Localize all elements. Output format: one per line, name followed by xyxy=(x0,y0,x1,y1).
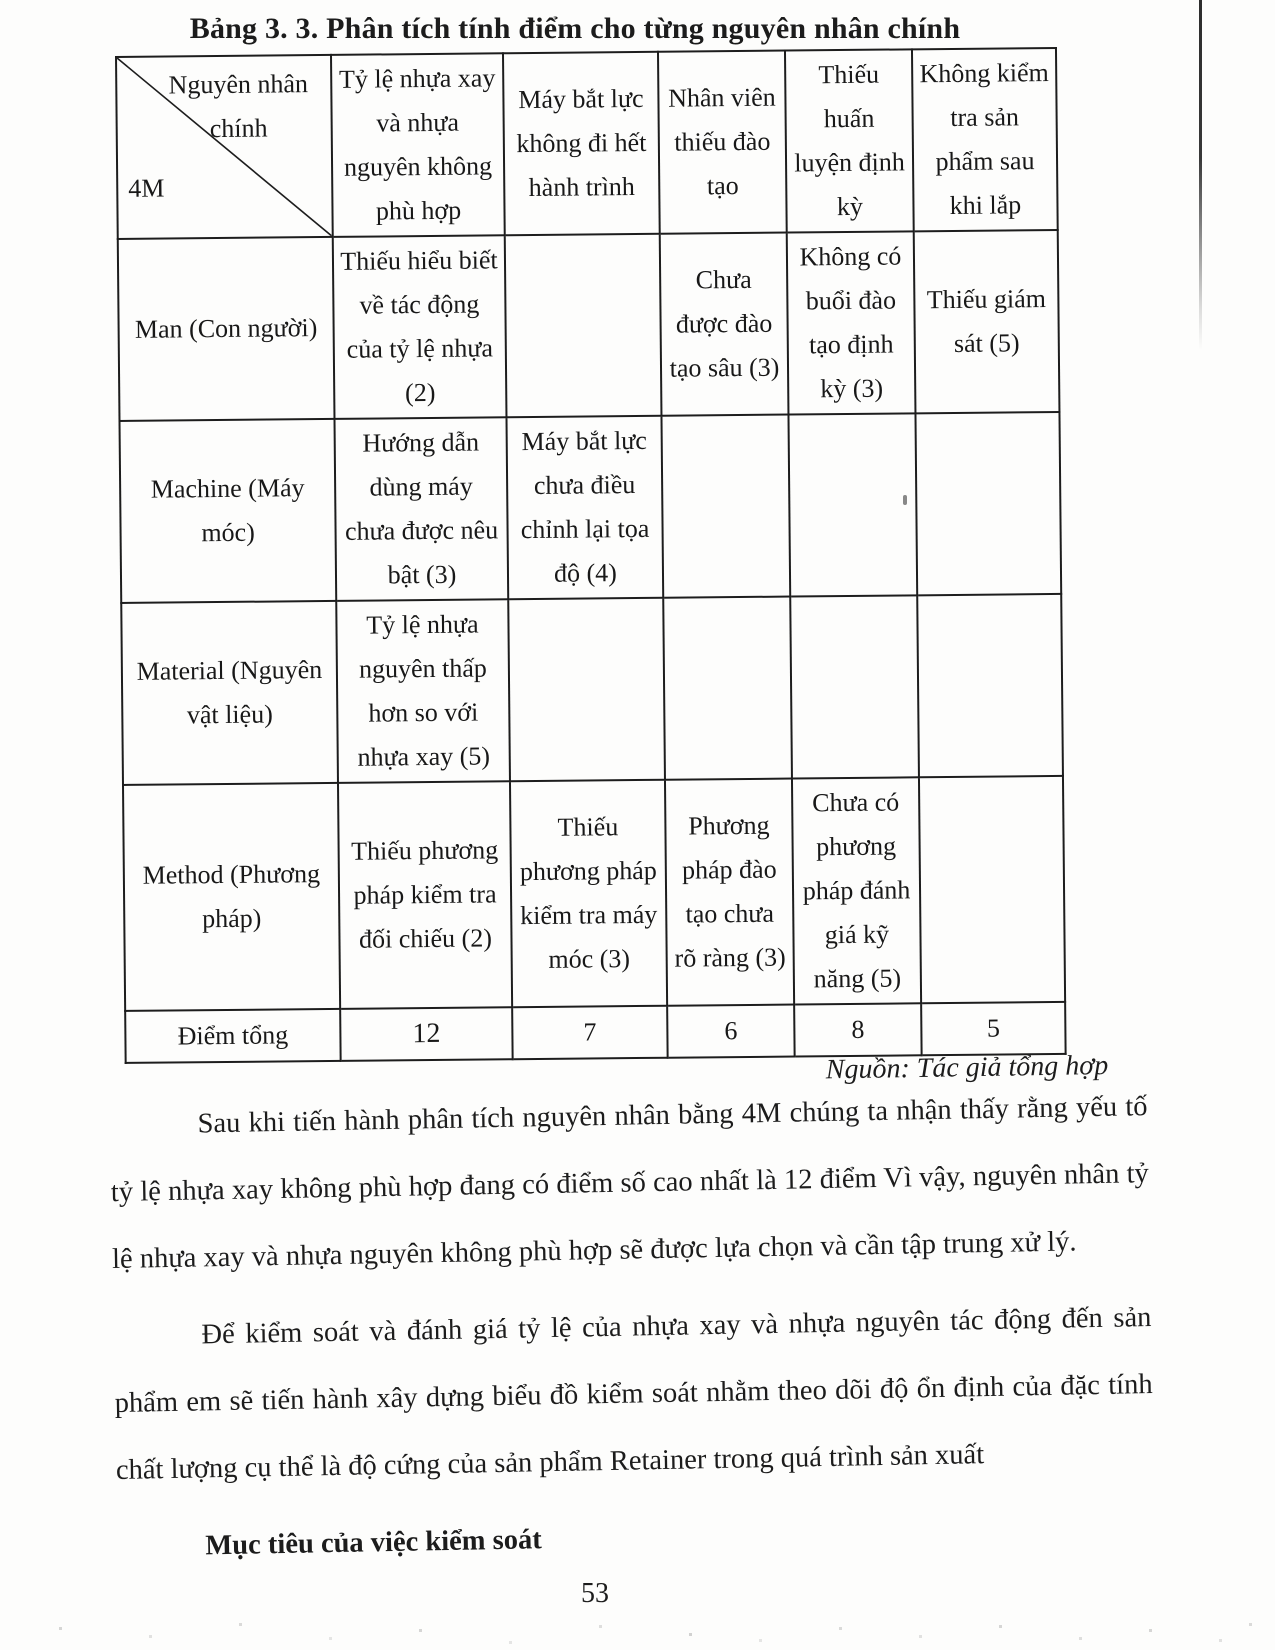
table-cell: Thiếu phương pháp kiểm tra máy móc (3) xyxy=(510,780,667,1007)
column-header: Tỷ lệ nhựa xay và nhựa nguyên không phù hợp xyxy=(331,53,505,237)
table-cell: Thiếu phương pháp kiểm tra đối chiếu (2) xyxy=(338,781,512,1009)
table-cell xyxy=(915,412,1061,595)
table-cell xyxy=(663,597,792,780)
table-cell: Thiếu hiểu biết về tác động của tỷ lệ nhựa (2) xyxy=(333,235,507,419)
table-header-row xyxy=(116,48,1058,239)
corner-label-causes: Nguyên nhân chính xyxy=(168,69,309,144)
scan-artifact-line xyxy=(1199,0,1202,350)
table-cell: Máy bắt lực chưa điều chỉnh lại tọa độ (4) xyxy=(506,416,663,599)
table-cell xyxy=(919,776,1065,1003)
corner-cell xyxy=(116,55,333,239)
table-cell: Chưa có phương pháp đánh giá kỹ năng (5) xyxy=(792,777,921,1004)
table-cell xyxy=(790,595,919,778)
paragraph: Sau khi tiến hành phân tích nguyên nhân bằng 4M chúng ta nhận thấy rằng yếu tố tỷ lệ nhựa xay không phù hợp đang có điểm số cao nhất là 12 điểm Vì vậy, nguyên nhân tỷ lệ nhựa xay và nhựa nguyên không phù hợp sẽ được lựa chọn và cần tập trung xử lý. xyxy=(110,1091,1149,1276)
table-cell xyxy=(661,415,790,598)
total-value: 6 xyxy=(667,1005,794,1058)
table-cell: Thiếu giám sát (5) xyxy=(914,230,1060,413)
table-cell: Hướng dẫn dùng máy chưa được nêu bật (3) xyxy=(334,417,508,601)
scan-artifact-noise xyxy=(0,1618,1,1619)
column-header: Thiếu huấn luyện định kỳ xyxy=(785,49,914,232)
table-row-method xyxy=(123,776,1065,1011)
scan-artifact-dot xyxy=(903,495,907,505)
row-label: Man (Con người) xyxy=(118,237,335,421)
table-row-man xyxy=(118,230,1060,421)
page-number: 53 xyxy=(581,1578,609,1609)
row-label: Method (Phương pháp) xyxy=(123,783,340,1011)
column-header: Máy bắt lực không đi hết hành trình xyxy=(503,52,660,235)
table-cell: Chưa được đào tạo sâu (3) xyxy=(660,233,789,416)
table-caption: Bảng 3. 3. Phân tích tính điểm cho từng nguyên nhân chính xyxy=(189,12,961,45)
corner-label-4m: 4M xyxy=(128,173,165,203)
column-header: Nhân viên thiếu đào tạo xyxy=(658,51,787,234)
row-label: Machine (Máy móc) xyxy=(120,419,337,603)
table-cell xyxy=(917,594,1063,777)
body-text xyxy=(109,1073,1156,1581)
total-value: 5 xyxy=(921,1002,1065,1055)
table-row-material xyxy=(121,594,1063,785)
score-analysis-table xyxy=(115,47,1067,1064)
sub-heading: Mục tiêu của việc kiểm soát xyxy=(205,1524,543,1562)
row-label: Material (Nguyên vật liệu) xyxy=(121,601,338,785)
table-row-machine xyxy=(120,412,1062,603)
source-note: Nguồn: Tác giả tổng hợp xyxy=(825,1050,1109,1086)
total-value: 8 xyxy=(794,1003,921,1056)
table-cell xyxy=(505,234,662,417)
total-value: 7 xyxy=(512,1006,667,1059)
total-label: Điểm tổng xyxy=(125,1009,340,1063)
paragraph: Để kiểm soát và đánh giá tỷ lệ của nhựa xay và nhựa nguyên tác động đến sản phẩm em sẽ tiến hành xây dựng biểu đồ kiểm soát nhằm theo dõi độ ổn định của đặc tính chất lượng cụ thể là độ cứng của sản phẩm Retainer trong quá trình sản xuất xyxy=(114,1302,1153,1487)
total-value: 12 xyxy=(340,1007,512,1061)
column-header: Không kiểm tra sản phẩm sau khi lắp xyxy=(912,48,1058,231)
table-cell xyxy=(788,413,917,596)
table-cell xyxy=(508,598,665,781)
table-cell: Không có buổi đào tạo định kỳ (3) xyxy=(787,231,916,414)
table-cell: Tỷ lệ nhựa nguyên thấp hơn so với nhựa xay (5) xyxy=(336,599,510,783)
table-cell: Phương pháp đào tạo chưa rõ ràng (3) xyxy=(665,779,794,1006)
